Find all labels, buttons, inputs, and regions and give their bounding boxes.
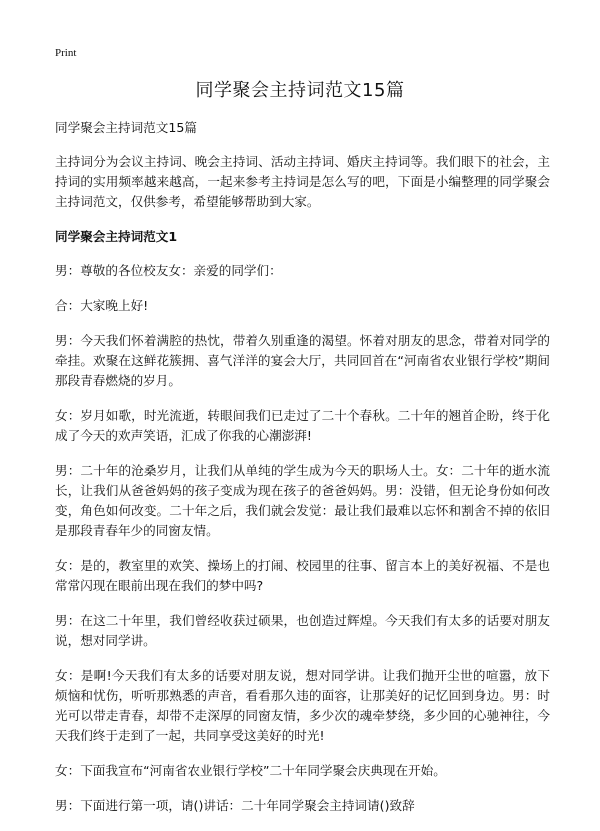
body-paragraph: 男：在这二十年里，我们曾经收获过硕果，也创造过辉煌。今天我们有太多的话要对朋友说，想对同学讲。 [55, 613, 550, 648]
print-link[interactable]: Print [55, 47, 77, 59]
document-body [55, 118, 550, 831]
section-heading: 同学聚会主持词范文1 [55, 229, 178, 244]
body-paragraph: 合：大家晚上好! [55, 298, 149, 313]
document-title: 同学聚会主持词范文15篇 [195, 80, 405, 101]
body-paragraph: 女：是的，教室里的欢笑、操场上的打闹、校园里的往事、留言本上的美好祝福、不是也常常闪现在眼前出现在我们的梦中吗? [55, 558, 550, 593]
document-subtitle: 同学聚会主持词范文15篇 [55, 120, 197, 135]
intro-paragraph: 主持词分为会议主持词、晚会主持词、活动主持词、婚庆主持词等。我们眼下的社会，主持词的实用频率越来越高，一起来参考主持词是怎么写的吧，下面是小编整理的同学聚会主持词范文，仅供参考，希望能够帮助到大家。 [55, 154, 550, 209]
body-paragraph: 男：下面进行第一项，请()讲话：二十年同学聚会主持词请()致辞 [55, 798, 415, 813]
body-paragraph: 女：是啊!今天我们有太多的话要对朋友说，想对同学讲。让我们抛开尘世的喧嚣，放下烦恼和忧伤，听听那熟悉的声音，看看那久违的面容，让那美好的记忆回到身边。男：时光可以带走青春，却带不走深厚的同窗友情，多少次的魂牵梦绕，多少回的心驰神往，今天我们终于走到了一起，共同享受这美好的时光! [55, 668, 550, 743]
body-paragraph: 男：今天我们怀着满腔的热忱，带着久别重逢的渴望。怀着对朋友的思念，带着对同学的牵挂。欢聚在这鲜花簇拥、喜气洋洋的宴会大厅，共同回首在“河南省农业银行学校”期间那段青春燃烧的岁月。 [55, 333, 550, 388]
body-paragraph: 女：下面我宣布“河南省农业银行学校”二十年同学聚会庆典现在开始。 [55, 763, 446, 778]
body-paragraph: 女：岁月如歌，时光流逝，转眼间我们已走过了二十个春秋。二十年的翘首企盼，终于化成了今天的欢声笑语，汇成了你我的心潮澎湃! [55, 408, 550, 443]
body-paragraph: 男：二十年的沧桑岁月，让我们从单纯的学生成为今天的职场人士。女：二十年的逝水流长，让我们从爸爸妈妈的孩子变成为现在孩子的爸爸妈妈。男：没错，但无论身份如何改变，角色如何改变。二十年之后，我们就会发觉：最让我们最难以忘怀和割舍不掉的依旧是那段青春年少的同窗友情。 [55, 463, 550, 538]
body-paragraph: 男：尊敬的各位校友女：亲爱的同学们： [55, 263, 282, 278]
